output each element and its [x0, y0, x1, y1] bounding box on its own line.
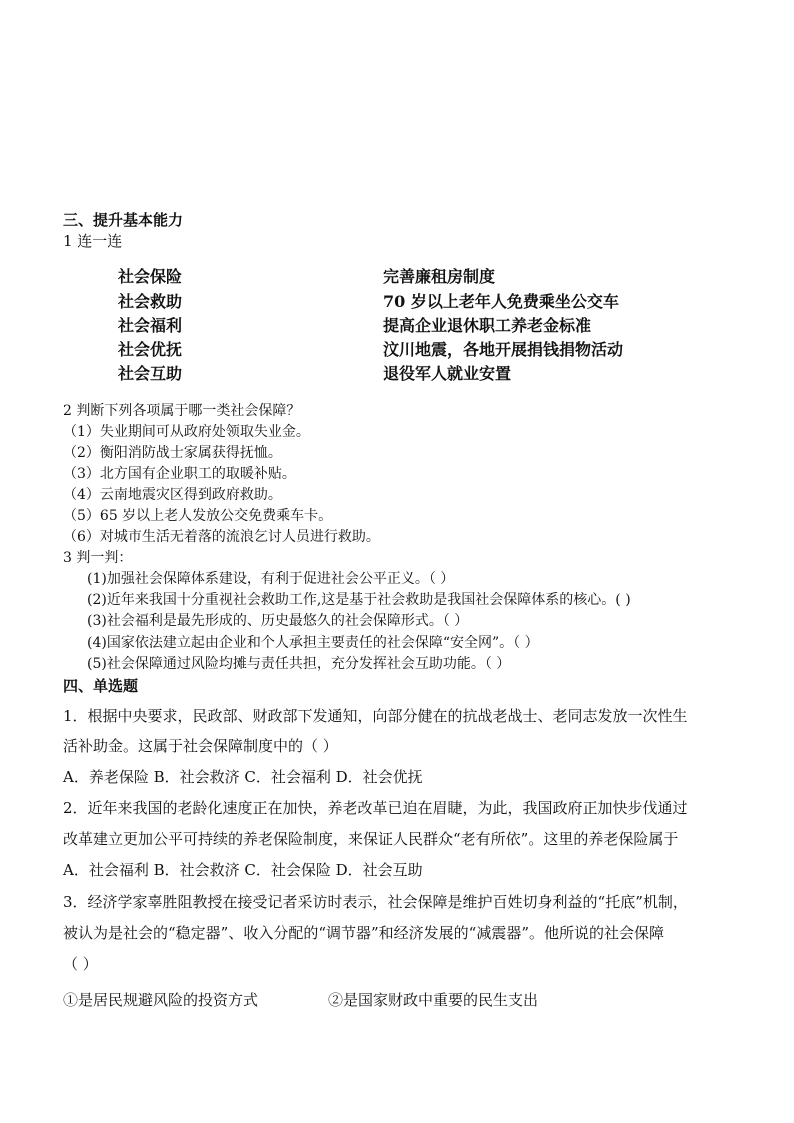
question-line: 活补助金。这属于社会保障制度中的（ ）: [63, 737, 338, 755]
answer-blank: （ ）: [63, 955, 98, 973]
section-3-title: 三、提升基本能力: [63, 211, 184, 229]
q1-title: 1 连一连: [63, 232, 123, 250]
q2-item: （6）对城市生活无着落的流浪乞讨人员进行救助。: [63, 529, 380, 545]
q3-item: (2)近年来我国十分重视社会救助工作,这是基于社会救助是我国社会保障体系的核心。( ): [87, 592, 631, 608]
match-left-item: 社会互助: [118, 364, 183, 383]
q3-item: (3)社会福利是最先形成的、历史最悠久的社会保障形式。（ ）: [87, 613, 469, 629]
match-right-item: 完善廉租房制度: [383, 267, 496, 286]
answer-options: A．社会福利 B．社会救济 C．社会保险 D．社会互助: [63, 861, 423, 879]
match-left-item: 社会救助: [118, 292, 183, 311]
match-right-item: 汶川地震，各地开展捐钱捐物活动: [383, 340, 624, 359]
match-left-item: 社会保险: [118, 267, 183, 286]
q2-item: （3）北方国有企业职工的取暖补贴。: [63, 466, 296, 482]
q3-item: (5)社会保障通过风险均摊与责任共担，充分发挥社会互助功能。（ ）: [87, 656, 511, 672]
match-left-item: 社会福利: [118, 316, 183, 335]
q3-item: (1)加强社会保障体系建设，有利于促进社会公平正义。（ ）: [87, 571, 455, 587]
q2-title: 2 判断下列各项属于哪一类社会保障？: [63, 403, 301, 419]
question-line: 被认为是社会的“稳定器”、收入分配的“调节器”和经济发展的“减震器”。他所说的社会保障: [63, 924, 665, 942]
question-line: 3．经济学家辜胜阻教授在接受记者采访时表示，社会保障是维护百姓切身利益的“托底”机制，: [63, 893, 688, 911]
q3-title: 3 判一判：: [63, 550, 133, 566]
match-left-item: 社会优抚: [118, 340, 183, 359]
match-right-item: 退役军人就业安置: [383, 364, 512, 383]
match-right-item: 70 岁以上老年人免费乘坐公交车: [383, 292, 619, 311]
section-4-title: 四、单选题: [63, 677, 139, 695]
statement-option: ②是国家财政中重要的民生支出: [328, 991, 539, 1009]
statement-option: ①是居民规避风险的投资方式: [63, 991, 259, 1009]
question-line: 1．根据中央要求，民政部、财政部下发通知，向部分健在的抗战老战士、老同志发放一次性生: [63, 707, 688, 725]
match-right-item: 提高企业退休职工养老金标准: [383, 316, 592, 335]
q2-item: （1）失业期间可从政府处领取失业金。: [63, 424, 310, 440]
answer-options: A．养老保险 B．社会救济 C．社会福利 D．社会优抚: [63, 768, 423, 786]
q2-item: （5）65 岁以上老人发放公交免费乘车卡。: [63, 508, 333, 524]
question-line: 改革建立更加公平可持续的养老保险制度，来保证人民群众“老有所依”。这里的养老保险属于: [63, 830, 679, 848]
q2-item: （2）衡阳消防战士家属获得抚恤。: [63, 445, 282, 461]
q2-item: （4）云南地震灾区得到政府救助。: [63, 487, 282, 503]
question-line: 2．近年来我国的老龄化速度正在加快，养老改革已迫在眉睫，为此，我国政府正加快步伐通过: [63, 799, 688, 817]
q3-item: (4)国家依法建立起由企业和个人承担主要责任的社会保障“安全网”。（ ）: [87, 635, 539, 651]
